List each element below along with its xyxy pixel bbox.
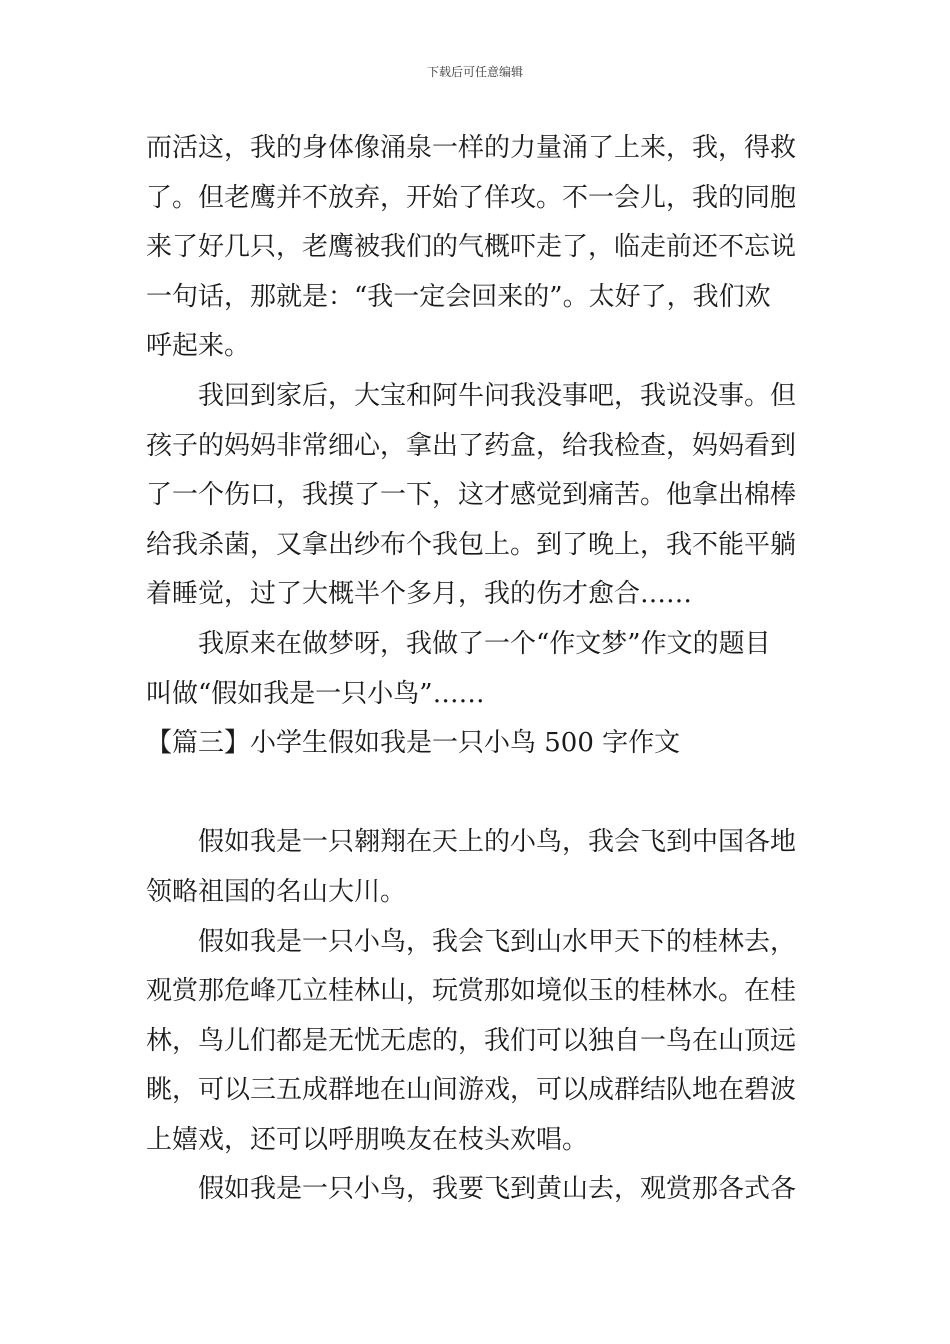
paragraph-line: 一句话，那就是：“我一定会回来的”。太好了，我们欢 bbox=[146, 281, 771, 312]
section-heading: 【篇三】小学生假如我是一只小鸟 500 字作文 bbox=[146, 728, 681, 759]
paragraph-line: 而活这，我的身体像涌泉一样的力量涌了上来，我，得救 bbox=[146, 133, 797, 163]
paragraph-line: 叫做“假如我是一只小鸟”…… bbox=[146, 678, 485, 709]
paragraph-line: 呼起来。 bbox=[146, 331, 251, 362]
paragraph-line: 着睡觉，过了大概半个多月，我的伤才愈合…… bbox=[146, 579, 693, 610]
page-header: 下载后可任意编辑 bbox=[426, 65, 523, 79]
paragraph-line: 领略祖国的名山大川。 bbox=[146, 876, 407, 907]
paragraph-line: 了。但老鹰并不放弃，开始了佯攻。不一会儿，我的同胞 bbox=[146, 182, 797, 213]
paragraph-line: 上嬉戏，还可以呼朋唤友在枝头欢唱。 bbox=[146, 1124, 589, 1155]
paragraph-line: 眺，可以三五成群地在山间游戏，可以成群结队地在碧波 bbox=[146, 1075, 797, 1106]
paragraph-line: 林，鸟儿们都是无忧无虑的，我们可以独自一鸟在山顶远 bbox=[146, 1025, 797, 1056]
paragraph-line: 给我杀菌，又拿出纱布个我包上。到了晚上，我不能平躺 bbox=[146, 529, 797, 560]
paragraph-line: 假如我是一只翱翔在天上的小鸟，我会飞到中国各地 bbox=[198, 827, 797, 858]
paragraph-line: 假如我是一只小鸟，我会飞到山水甲天下的桂林去， bbox=[198, 926, 797, 957]
paragraph-line: 我回到家后，大宝和阿牛问我没事吧，我说没事。但 bbox=[198, 380, 797, 411]
paragraph-line: 假如我是一只小鸟，我要飞到黄山去，观赏那各式各 bbox=[198, 1174, 797, 1205]
paragraph-line: 观赏那危峰兀立桂林山，玩赏那如境似玉的桂林水。在桂 bbox=[146, 976, 797, 1007]
paragraph-line: 来了好几只，老鹰被我们的气概吓走了，临走前还不忘说 bbox=[146, 232, 797, 263]
blank-line bbox=[146, 769, 806, 819]
paragraph-line: 孩子的妈妈非常细心，拿出了药盒，给我检查，妈妈看到 bbox=[146, 430, 797, 461]
paragraph-line: 我原来在做梦呀，我做了一个“作文梦”作文的题目 bbox=[198, 628, 771, 659]
document-body bbox=[146, 124, 806, 1215]
paragraph-line: 了一个伤口，我摸了一下，这才感觉到痛苦。他拿出棉棒 bbox=[146, 480, 797, 511]
